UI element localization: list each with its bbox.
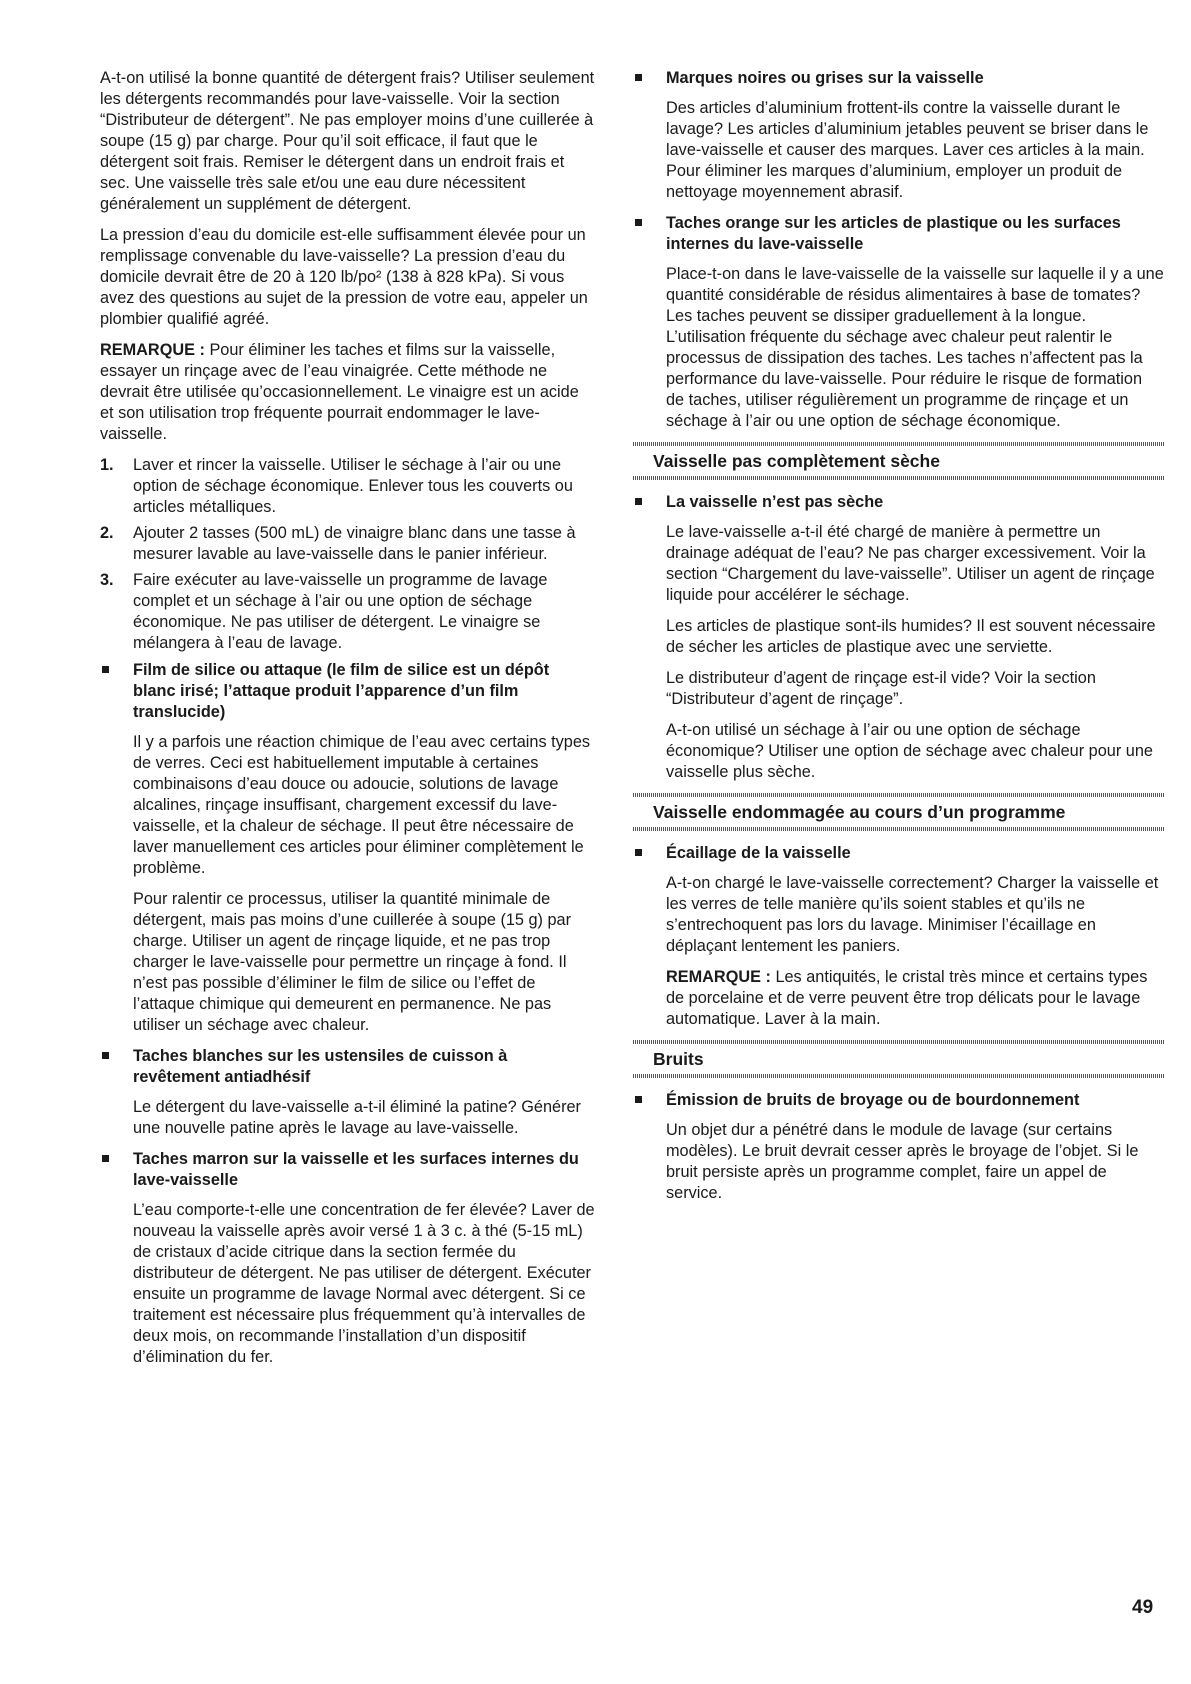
step-text: Faire exécuter au lave-vaisselle un programme de lavage complet et un séchage à l’air ou une option de séchage économique. Ne pas utiliser de détergent. Le vinaigre se mélangera à l’eau de lavage. bbox=[133, 571, 548, 652]
section-title: Vaisselle endommagée au cours d’un programme bbox=[653, 802, 1066, 822]
right-column bbox=[633, 68, 1164, 1214]
step-number: 2. bbox=[100, 524, 114, 542]
note-antiques bbox=[633, 967, 1164, 1030]
section-heading-noises bbox=[633, 1040, 1164, 1078]
divider bbox=[633, 793, 1164, 797]
left-column bbox=[100, 68, 596, 1378]
section-title: Vaisselle pas complètement sèche bbox=[653, 451, 940, 471]
paragraph-white-spots: Le détergent du lave-vaisselle a-t-il éliminé la patine? Générer une nouvelle patine après le lavage au lave-vaisselle. bbox=[133, 1098, 581, 1137]
paragraph-silica-film-1: Il y a parfois une réaction chimique de l’eau avec certains types de verres. Ceci est habituellement imputable à certaines combinaisons d’eau douce ou adoucie, solutions de lavage alcalines, rinçage insuffisant, chargement excessif du lave-vaisselle, et la chaleur de séchage. Il peut être nécessaire de laver manuellement ces articles pour éliminer complètement le problème. bbox=[133, 733, 591, 877]
bullet-heading-brown-stains: Taches marron sur la vaisselle et les surfaces internes du lave-vaisselle bbox=[100, 1149, 596, 1191]
bullet-heading-silica-film: Film de silice ou attaque (le film de silice est un dépôt blanc irisé; l’attaque produit l’apparence d’un film translucide) bbox=[100, 660, 596, 723]
paragraph-black-marks: Des articles d’aluminium frottent-ils contre la vaisselle durant le lavage? Les articles d’aluminium jetables peuvent se briser dans le lave-vaisselle et causer des marques. Laver ces articles à la main. Pour éliminer les marques d’aluminium, employer un produit de nettoyage moyennement abrasif. bbox=[666, 99, 1149, 201]
vinegar-steps-list bbox=[100, 455, 596, 654]
section-heading-damaged bbox=[633, 793, 1164, 831]
list-item bbox=[100, 455, 596, 518]
paragraph-orange-stains: Place-t-on dans le lave-vaisselle de la vaisselle sur laquelle il y a une quantité considérable de résidus alimentaires à base de tomates? Les taches peuvent se dissiper graduellement à la longue. L’utilisation fréquente du séchage avec chaleur peut ralentir le processus de dissipation des taches. Les taches n’affectent pas la performance du lave-vaisselle. Pour réduire le risque de formation de taches, utiliser régulièrement un programme de rinçage et un séchage à l’air ou une option de séchage économique. bbox=[666, 265, 1164, 430]
paragraph-water-pressure: La pression d’eau du domicile est-elle suffisamment élevée pour un remplissage convenable du lave-vaisselle? La pression d’eau du domicile devrait être de 20 à 120 lb/po² (138 à 828 kPa). Si vous avez des questions au sujet de la pression de votre eau, appeler un plombier qualifié agréé. bbox=[100, 226, 588, 328]
divider bbox=[633, 476, 1164, 480]
paragraph-silica-film-2: Pour ralentir ce processus, utiliser la quantité minimale de détergent, mais pas moins d’une cuillerée à soupe (15 g) par charge. Utiliser un agent de rinçage liquide, et ne pas trop charger le lave-vaisselle pour permettre un rinçage à fond. Il n’est pas possible d’éliminer le film de silice ou l’effet de l’attaque chimique qui demeurent en permanence. Ne pas utiliser un séchage avec chaleur. bbox=[133, 890, 572, 1034]
note-label: REMARQUE : bbox=[100, 341, 205, 359]
list-item bbox=[100, 523, 596, 565]
note-vinegar bbox=[100, 340, 596, 445]
bullet-heading-orange-stains: Taches orange sur les articles de plastique ou les surfaces internes du lave-vaisselle bbox=[633, 213, 1164, 255]
divider bbox=[633, 1074, 1164, 1078]
paragraph-not-dry-4: A-t-on utilisé un séchage à l’air ou une option de séchage économique? Utiliser une option de séchage avec chaleur pour une vaisselle plus sèche. bbox=[666, 721, 1153, 781]
page-number: 49 bbox=[1132, 1597, 1154, 1618]
divider bbox=[633, 1040, 1164, 1044]
paragraph-grinding-noise: Un objet dur a pénétré dans le module de lavage (sur certains modèles). Le bruit devrait cesser après le broyage de l’objet. Si le bruit persiste après un programme complet, faire un appel de service. bbox=[666, 1121, 1139, 1202]
divider bbox=[633, 827, 1164, 831]
paragraph-not-dry-3: Le distributeur d’agent de rinçage est-il vide? Voir la section “Distributeur d’agent de rinçage”. bbox=[666, 669, 1096, 708]
paragraph-chipping: A-t-on chargé le lave-vaisselle correctement? Charger la vaisselle et les verres de telle manière qu’ils soient stables et qu’ils ne s’entrechoquent pas lors du lavage. Minimiser l’écaillage en déplaçant lentement les paniers. bbox=[666, 874, 1159, 955]
divider bbox=[633, 442, 1164, 446]
bullet-heading-black-marks: Marques noires ou grises sur la vaisselle bbox=[633, 68, 1164, 89]
step-text: Laver et rincer la vaisselle. Utiliser le séchage à l’air ou une option de séchage économique. Enlever tous les couverts ou articles métalliques. bbox=[133, 456, 573, 516]
section-heading-not-dry bbox=[633, 442, 1164, 480]
paragraph-brown-stains: L’eau comporte-t-elle une concentration de fer élevée? Laver de nouveau la vaisselle après avoir versé 1 à 3 c. à thé (5-15 mL) de cristaux d’acide citrique dans la section fermée du distributeur de détergent. Ne pas utiliser de détergent. Exécuter ensuite un programme de lavage Normal avec détergent. Si ce traitement est nécessaire plus fréquemment qu’à intervalles de deux mois, on recommande l’installation d’un dispositif d’élimination du fer. bbox=[133, 1201, 595, 1366]
bullet-heading-chipping: Écaillage de la vaisselle bbox=[633, 843, 1164, 864]
note-text: Pour éliminer les taches et films sur la vaisselle, essayer un rinçage avec de l’eau vinaigrée. Cette méthode ne devrait être utilisée qu’occasionnellement. Le vinaigre est un acide et son utilisation trop fréquente pourrait endommager le lave-vaisselle. bbox=[100, 341, 579, 443]
paragraph-not-dry-2: Les articles de plastique sont-ils humides? Il est souvent nécessaire de sécher les articles de plastique avec une serviette. bbox=[666, 617, 1156, 656]
note-text: Les antiquités, le cristal très mince et certains types de porcelaine et de verre peuvent être trop délicats pour le lavage automatique. Laver à la main. bbox=[666, 968, 1148, 1028]
bullet-heading-not-dry: La vaisselle n’est pas sèche bbox=[633, 492, 1164, 513]
step-text: Ajouter 2 tasses (500 mL) de vinaigre blanc dans une tasse à mesurer lavable au lave-vaisselle dans le panier inférieur. bbox=[133, 524, 576, 563]
list-item bbox=[100, 570, 596, 654]
step-number: 3. bbox=[100, 571, 114, 589]
note-label: REMARQUE : bbox=[666, 968, 771, 986]
bullet-heading-white-spots: Taches blanches sur les ustensiles de cuisson à revêtement antiadhésif bbox=[100, 1046, 596, 1088]
paragraph-not-dry-1: Le lave-vaisselle a-t-il été chargé de manière à permettre un drainage adéquat de l’eau? Ne pas charger excessivement. Voir la section “Chargement du lave-vaisselle”. Utiliser un agent de rinçage liquide pour accélérer le séchage. bbox=[666, 523, 1155, 604]
bullet-heading-grinding-noise: Émission de bruits de broyage ou de bourdonnement bbox=[633, 1090, 1164, 1111]
section-title: Bruits bbox=[653, 1049, 704, 1069]
paragraph-detergent: A-t-on utilisé la bonne quantité de détergent frais? Utiliser seulement les détergents recommandés pour lave-vaisselle. Voir la section “Distributeur de détergent”. Ne pas employer moins d’une cuillerée à soupe (15 g) par charge. Pour qu’il soit efficace, il faut que le détergent soit frais. Remiser le détergent dans un endroit frais et sec. Une vaisselle très sale et/ou une eau dure nécessitent généralement un supplément de détergent. bbox=[100, 69, 595, 213]
step-number: 1. bbox=[100, 456, 114, 474]
